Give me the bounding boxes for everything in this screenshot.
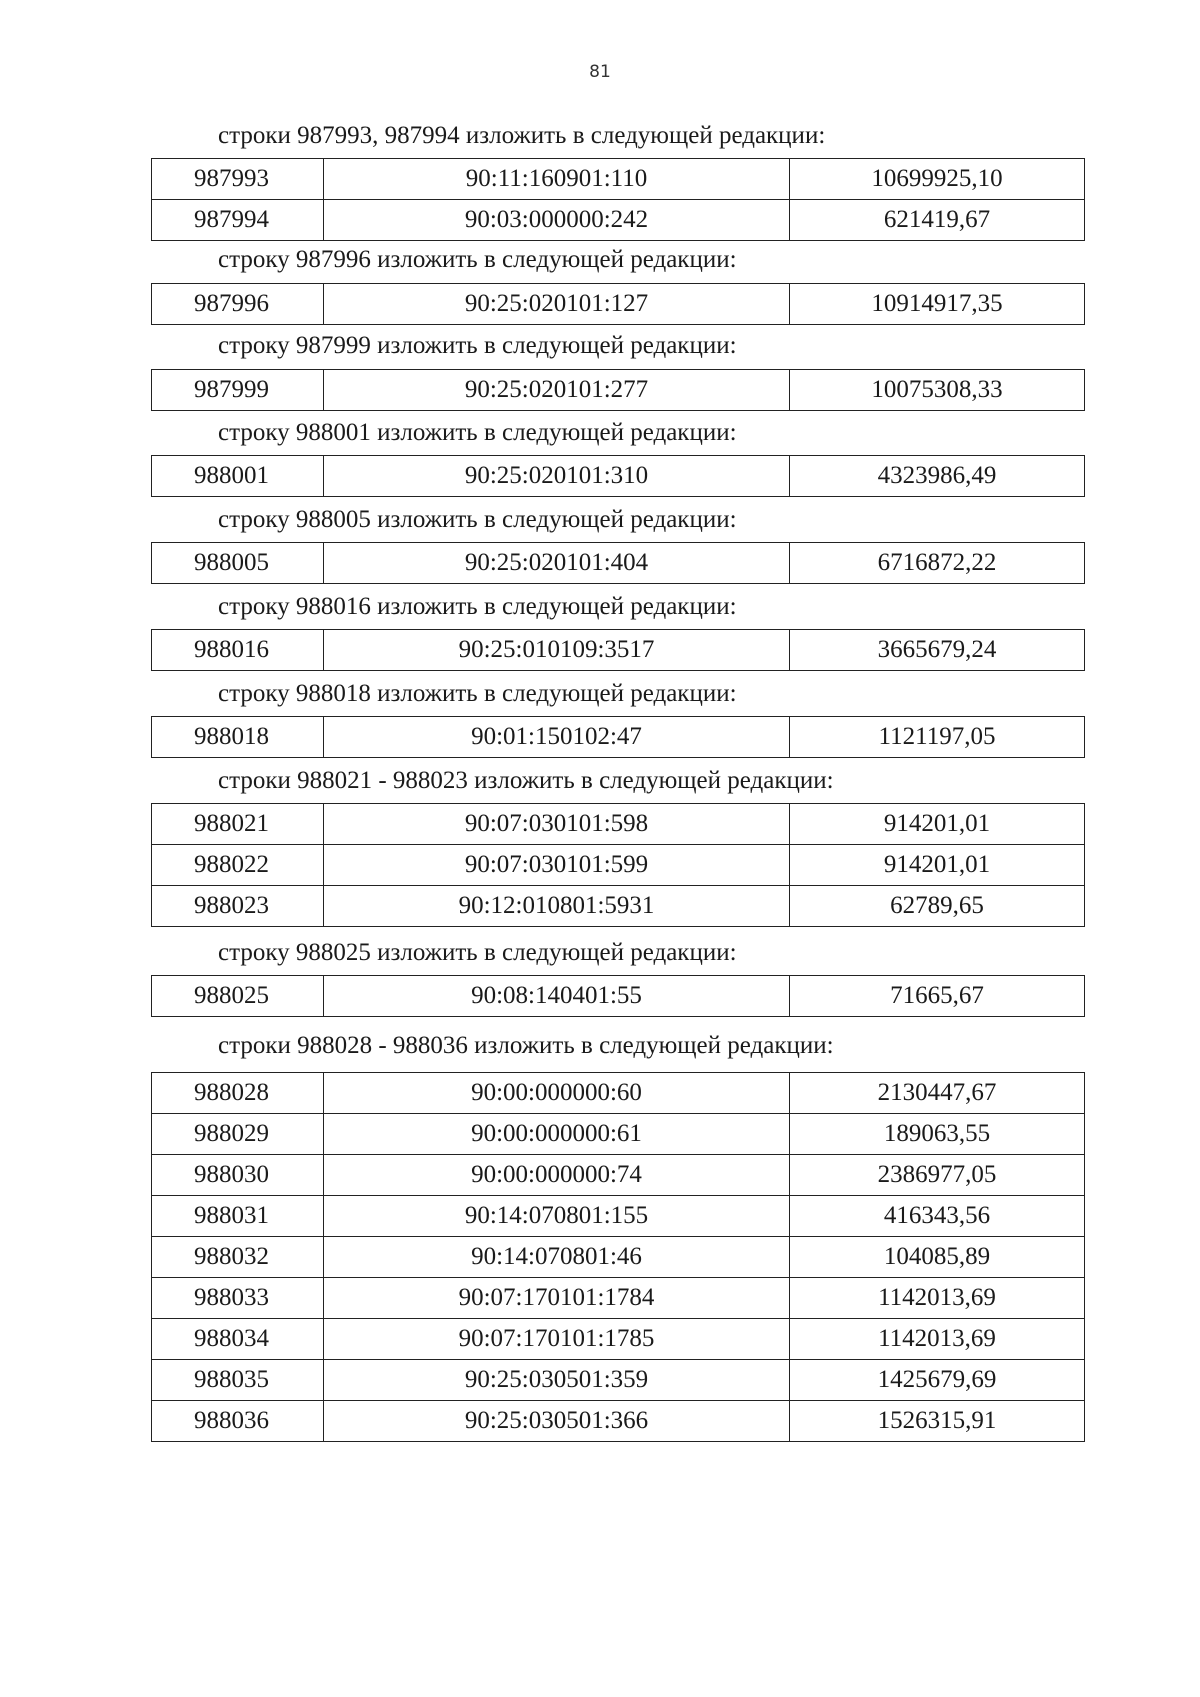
row-number-cell: 987996 [152,284,324,325]
table-row [152,370,1085,411]
table-row [152,804,1085,845]
cadastral-number-cell: 90:08:140401:55 [324,976,790,1017]
table-row [152,1278,1085,1319]
cadastral-number-cell: 90:25:020101:127 [324,284,790,325]
row-number-cell: 988001 [152,456,324,497]
row-number-cell: 988025 [152,976,324,1017]
table-row [152,1196,1085,1237]
cadastral-number-cell: 90:14:070801:46 [324,1237,790,1278]
value-cell: 1142013,69 [790,1319,1085,1360]
table-row [152,976,1085,1017]
value-cell: 10699925,10 [790,159,1085,200]
value-cell: 2386977,05 [790,1155,1085,1196]
row-number-cell: 988035 [152,1360,324,1401]
value-cell: 10075308,33 [790,370,1085,411]
table-row [152,717,1085,758]
row-number-cell: 988022 [152,845,324,886]
table-row [152,1237,1085,1278]
value-cell: 914201,01 [790,845,1085,886]
row-number-cell: 988031 [152,1196,324,1237]
row-number-cell: 988028 [152,1073,324,1114]
table-row [152,1114,1085,1155]
cadastral-number-cell: 90:07:030101:598 [324,804,790,845]
row-number-cell: 987994 [152,200,324,241]
section-heading: строку 988016 изложить в следующей редакции: [218,593,737,620]
section-heading: строки 988028 - 988036 изложить в следующей редакции: [218,1032,834,1059]
row-number-cell: 988005 [152,543,324,584]
section-heading: строку 987996 изложить в следующей редакции: [218,246,737,273]
cadastral-number-cell: 90:25:020101:404 [324,543,790,584]
row-number-cell: 988018 [152,717,324,758]
cadastral-number-cell: 90:14:070801:155 [324,1196,790,1237]
table-row [152,630,1085,671]
amendment-table [151,975,1085,1017]
row-number-cell: 988029 [152,1114,324,1155]
value-cell: 10914917,35 [790,284,1085,325]
amendment-table [151,716,1085,758]
row-number-cell: 988023 [152,886,324,927]
section-heading: строку 988001 изложить в следующей редакции: [218,419,737,446]
row-number-cell: 988033 [152,1278,324,1319]
cadastral-number-cell: 90:07:030101:599 [324,845,790,886]
value-cell: 2130447,67 [790,1073,1085,1114]
cadastral-number-cell: 90:07:170101:1784 [324,1278,790,1319]
row-number-cell: 988032 [152,1237,324,1278]
row-number-cell: 988034 [152,1319,324,1360]
row-number-cell: 987993 [152,159,324,200]
value-cell: 1142013,69 [790,1278,1085,1319]
amendment-table [151,455,1085,497]
value-cell: 3665679,24 [790,630,1085,671]
table-row [152,1360,1085,1401]
value-cell: 1526315,91 [790,1401,1085,1442]
cadastral-number-cell: 90:07:170101:1785 [324,1319,790,1360]
amendment-table [151,1072,1085,1442]
value-cell: 6716872,22 [790,543,1085,584]
cadastral-number-cell: 90:25:010109:3517 [324,630,790,671]
table-row [152,200,1085,241]
value-cell: 71665,67 [790,976,1085,1017]
table-row [152,159,1085,200]
cadastral-number-cell: 90:11:160901:110 [324,159,790,200]
cadastral-number-cell: 90:25:020101:277 [324,370,790,411]
value-cell: 104085,89 [790,1237,1085,1278]
table-row [152,1155,1085,1196]
value-cell: 1425679,69 [790,1360,1085,1401]
cadastral-number-cell: 90:12:010801:5931 [324,886,790,927]
section-heading: строку 988025 изложить в следующей редакции: [218,939,737,966]
cadastral-number-cell: 90:00:000000:74 [324,1155,790,1196]
row-number-cell: 988030 [152,1155,324,1196]
amendment-table [151,542,1085,584]
table-row [152,1073,1085,1114]
row-number-cell: 988016 [152,630,324,671]
table-row [152,886,1085,927]
table-row [152,456,1085,497]
table-row [152,284,1085,325]
cadastral-number-cell: 90:25:030501:366 [324,1401,790,1442]
section-heading: строку 988018 изложить в следующей редакции: [218,680,737,707]
value-cell: 621419,67 [790,200,1085,241]
table-row [152,1401,1085,1442]
row-number-cell: 987999 [152,370,324,411]
section-heading: строки 987993, 987994 изложить в следующей редакции: [218,122,826,149]
value-cell: 416343,56 [790,1196,1085,1237]
amendment-table [151,283,1085,325]
value-cell: 4323986,49 [790,456,1085,497]
cadastral-number-cell: 90:00:000000:60 [324,1073,790,1114]
page-number: 81 [589,62,611,82]
section-heading: строки 988021 - 988023 изложить в следующей редакции: [218,767,834,794]
cadastral-number-cell: 90:00:000000:61 [324,1114,790,1155]
amendment-table [151,369,1085,411]
table-row [152,1319,1085,1360]
value-cell: 914201,01 [790,804,1085,845]
cadastral-number-cell: 90:03:000000:242 [324,200,790,241]
section-heading: строку 988005 изложить в следующей редакции: [218,506,737,533]
table-row [152,845,1085,886]
row-number-cell: 988036 [152,1401,324,1442]
cadastral-number-cell: 90:25:030501:359 [324,1360,790,1401]
table-row [152,543,1085,584]
value-cell: 1121197,05 [790,717,1085,758]
row-number-cell: 988021 [152,804,324,845]
cadastral-number-cell: 90:25:020101:310 [324,456,790,497]
value-cell: 62789,65 [790,886,1085,927]
amendment-table [151,629,1085,671]
cadastral-number-cell: 90:01:150102:47 [324,717,790,758]
section-heading: строку 987999 изложить в следующей редакции: [218,332,737,359]
value-cell: 189063,55 [790,1114,1085,1155]
amendment-table [151,803,1085,927]
amendment-table [151,158,1085,241]
